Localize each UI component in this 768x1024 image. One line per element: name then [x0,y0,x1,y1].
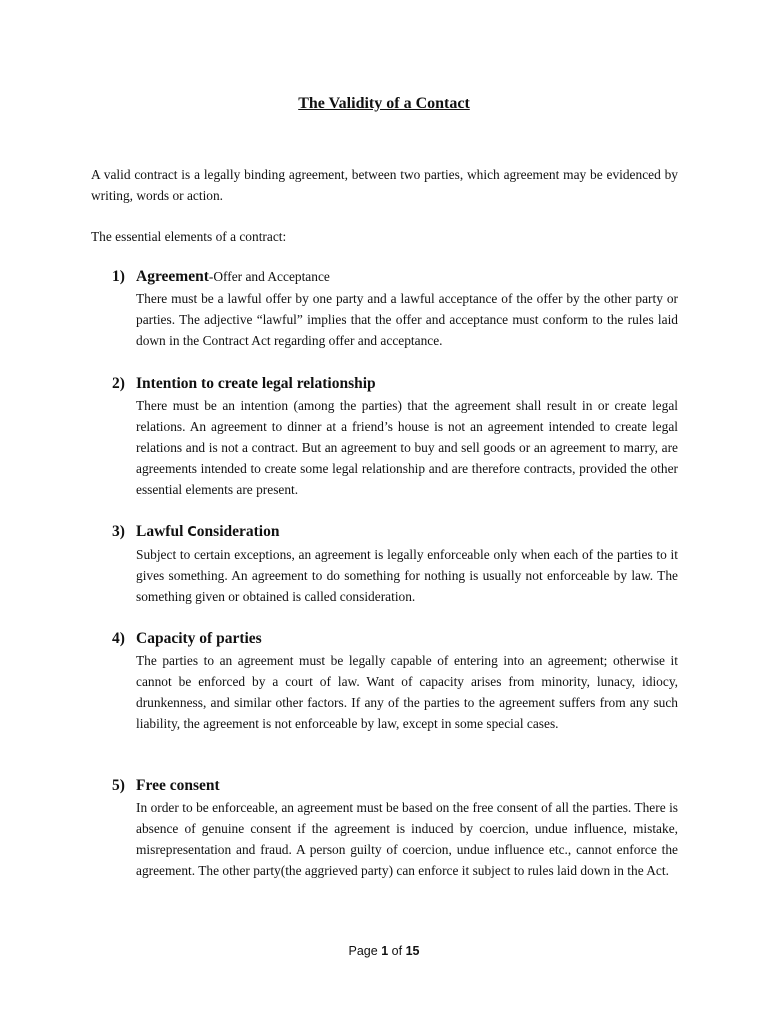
section-subheading: -Offer and Acceptance [208,269,330,284]
section-number: 1) [112,268,125,285]
section-heading [112,628,678,650]
section-heading-text: Lawful [136,523,188,540]
section-intention [112,373,678,500]
section-free-consent [112,775,678,881]
section-body: In order to be enforceable, an agreement must be based on the free consent of all the parties. There is absence of genuine consent if the agreement is induced by coercion, undue influence, mistake, misrepresentation and fraud. A person guilty of coercion, undue influence etc., cannot enforce the agreement. The other party(the aggrieved party) can enforce it subject to rules laid down in the Act. [136,800,678,878]
page-footer [0,942,768,960]
section-number: 2) [112,375,125,392]
section-number: 3) [112,523,125,540]
section-agreement [112,266,678,351]
section-heading [112,373,678,395]
intro-paragraph: A valid contract is a legally binding agreement, between two parties, which agreement may be evidenced by writing, words or action. [91,167,678,203]
page-of-word: of [391,944,403,958]
section-heading-rest: onsideration [196,523,280,540]
section-number: 5) [112,777,125,794]
section-body: There must be a lawful offer by one party and a lawful acceptance of the offer by the other party or parties. The adjective “lawful” implies that the offer and acceptance must conform to the rules laid down in the Contract Act regarding offer and acceptance. [136,291,678,348]
section-number: 4) [112,630,125,647]
section-capacity [112,628,678,734]
elements-lead-paragraph: The essential elements of a contract: [91,229,287,244]
section-heading [112,775,678,797]
section-body: There must be an intention (among the parties) that the agreement shall result in or create legal relations. An agreement to dinner at a friend’s house is not an agreement intended to create legal relations and is not a contract. But an agreement to buy and sell goods or an agreement to marry, are agreements intended to create some legal relationship and are therefore contracts, provided the other essential elements are present. [136,398,678,497]
page-word: Page [348,944,378,958]
section-heading-text: Capacity of parties [136,630,262,647]
section-heading-cap: C [187,525,197,540]
section-heading-text: Intention to create legal relationship [136,375,376,392]
page-title: The Validity of a Contact [298,95,470,112]
section-heading [112,521,678,544]
page-total: 15 [405,944,420,958]
section-heading-text: Free consent [136,777,220,794]
section-body: The parties to an agreement must be legally capable of entering into an agreement; otherwise it cannot be enforced by a court of law. Want of capacity arises from minority, lunacy, idiocy, drunkenness, and similar other factors. If any of the parties to the agreement suffers from any such liability, the agreement is not enforceable by law, except in some special cases. [136,653,678,731]
section-consideration [112,521,678,607]
section-heading [112,266,678,288]
page-current: 1 [381,944,389,958]
section-body: Subject to certain exceptions, an agreement is legally enforceable only when each of the parties to it gives something. An agreement to do something for nothing is usually not enforceable by law. The something given or obtained is called consideration. [136,547,678,604]
section-heading-text: Agreement [136,268,209,285]
